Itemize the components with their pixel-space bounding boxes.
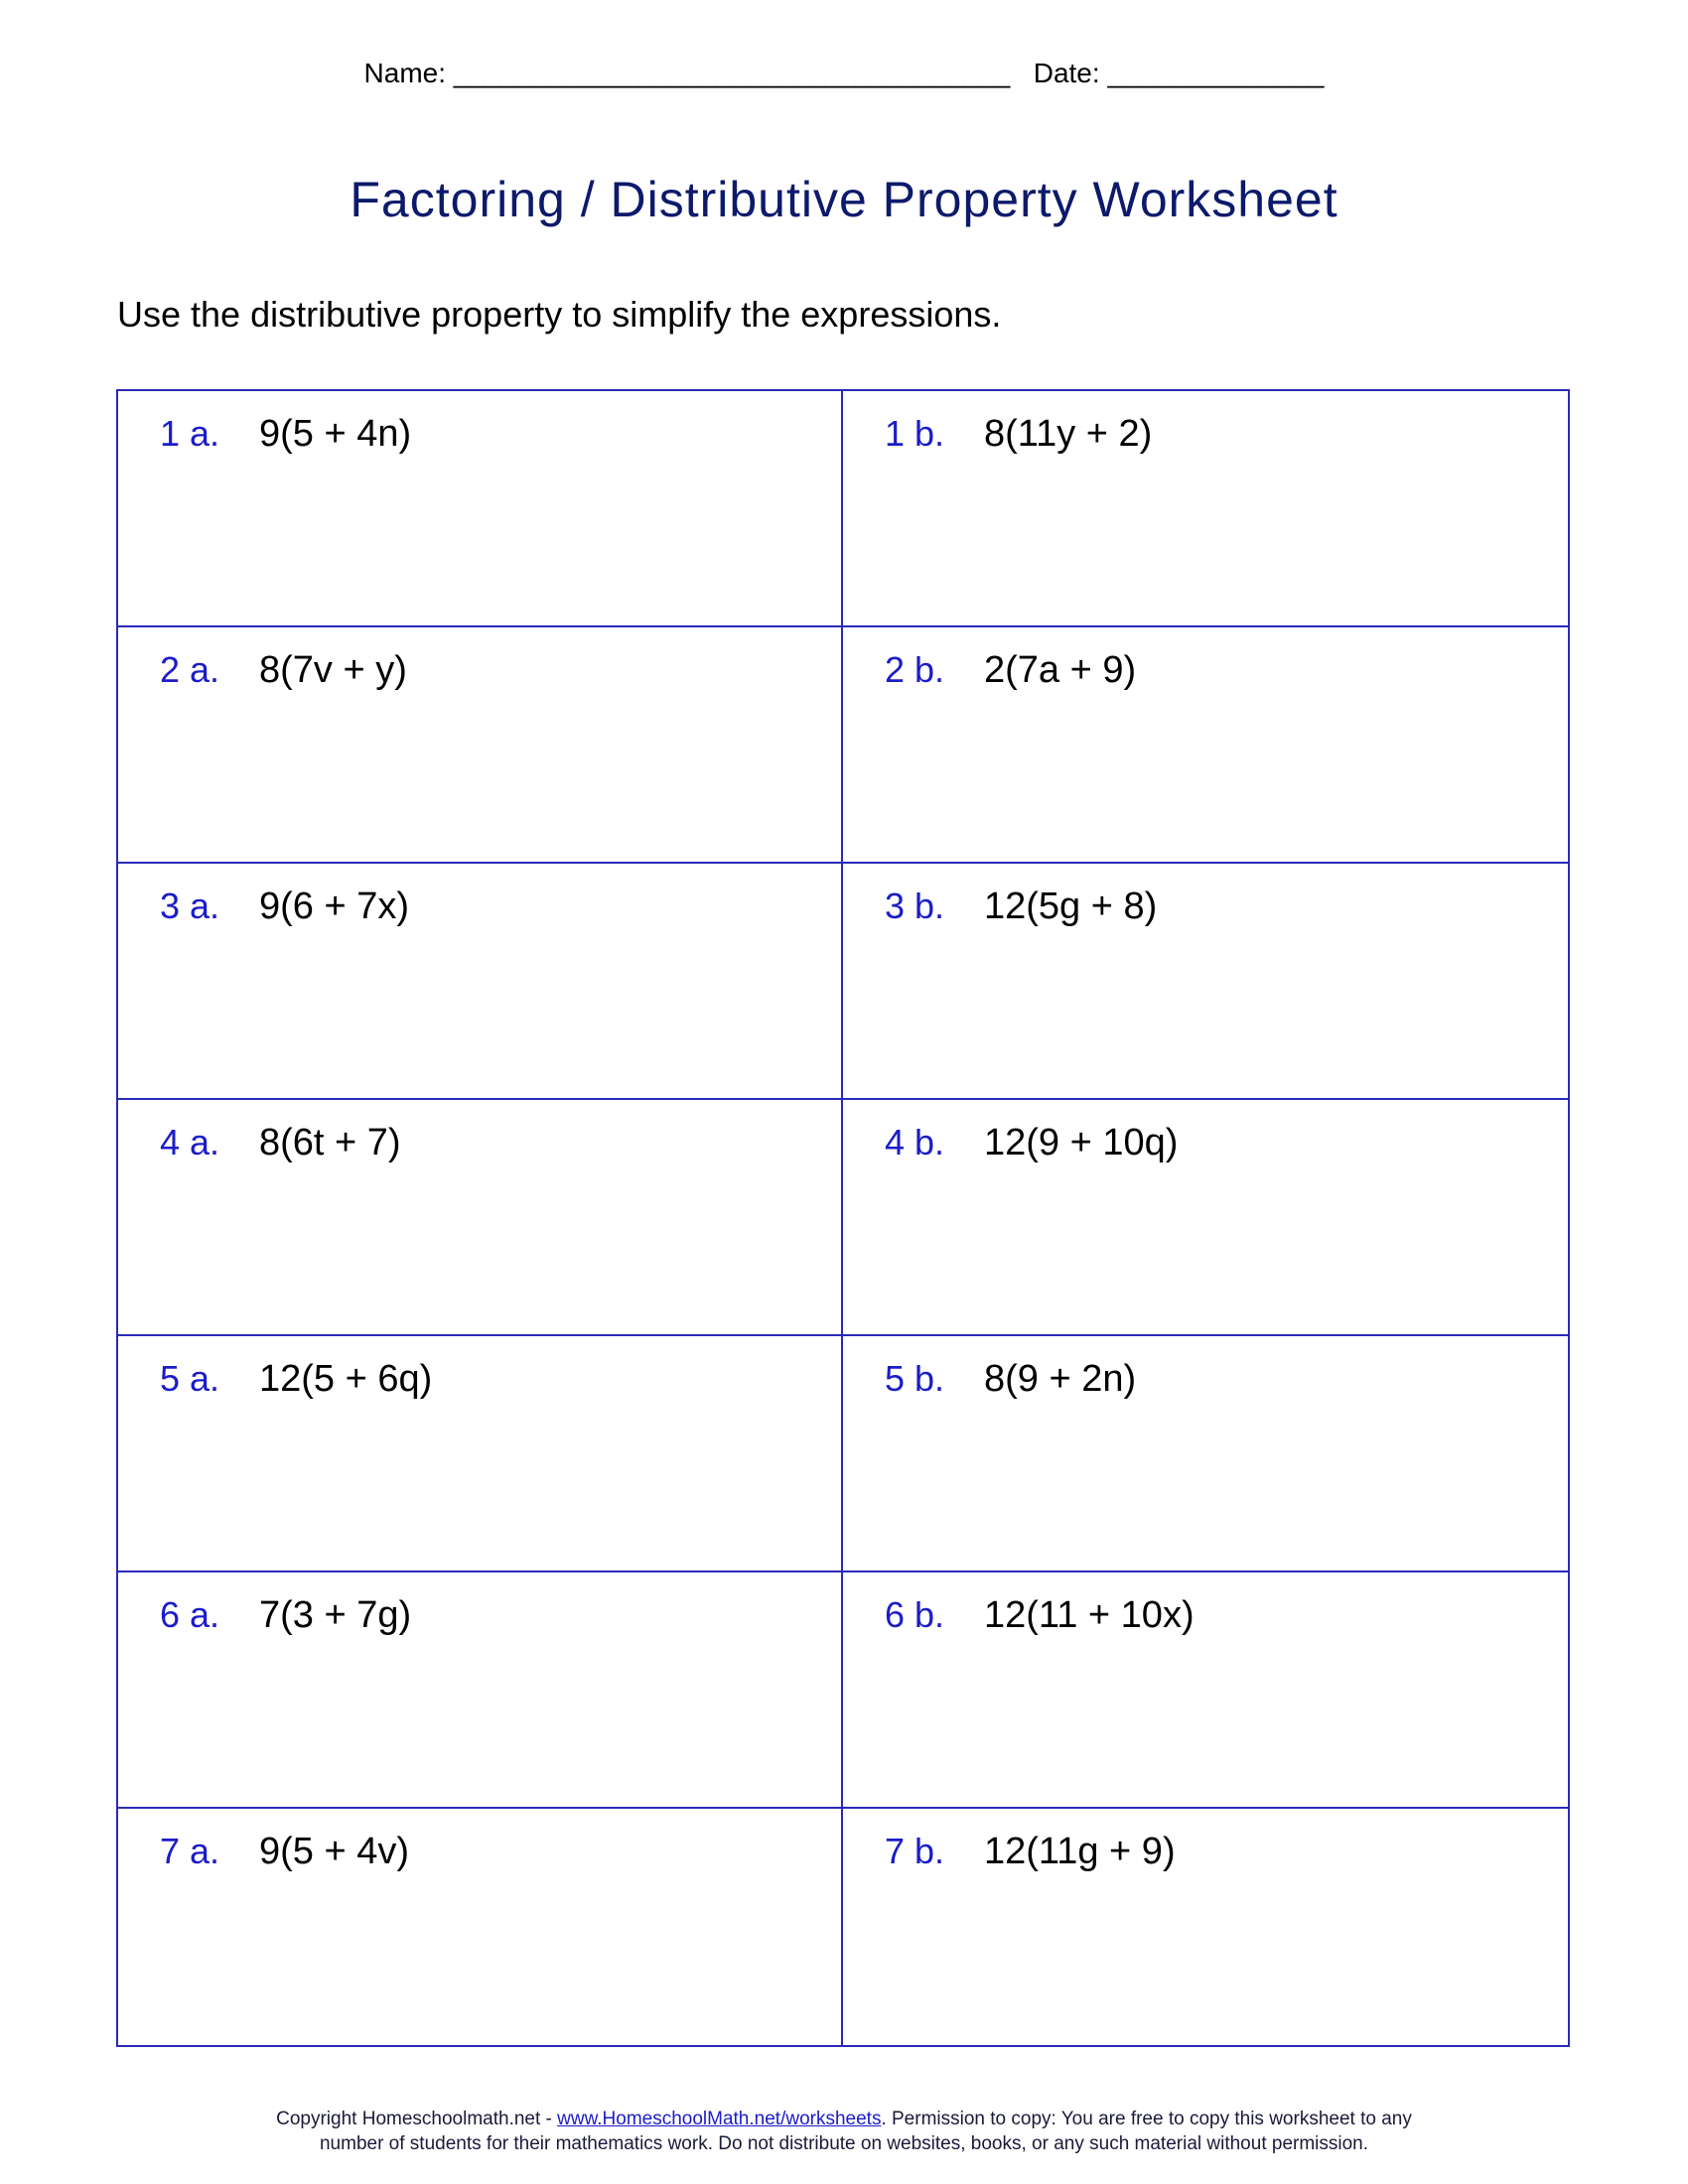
problem-cell-1b[interactable] bbox=[843, 391, 1568, 627]
problem-cell-3b[interactable] bbox=[843, 864, 1568, 1100]
name-date-line bbox=[0, 58, 1688, 89]
problem-label: 4 b. bbox=[885, 1122, 945, 1162]
problem-expression: 2(7a + 9) bbox=[984, 649, 1137, 691]
problem-cell-4a[interactable] bbox=[118, 1100, 843, 1336]
problem-cell-6a[interactable] bbox=[118, 1572, 843, 1809]
problem-cell-7a[interactable] bbox=[118, 1809, 843, 2045]
footer-line-1 bbox=[0, 2107, 1688, 2131]
problem-expression: 12(5 + 6q) bbox=[259, 1358, 433, 1400]
date-blank[interactable]: ______________ bbox=[1107, 58, 1325, 88]
problem-label: 5 a. bbox=[160, 1358, 220, 1399]
problem-expression: 12(9 + 10q) bbox=[984, 1122, 1179, 1163]
name-label: Name: bbox=[363, 58, 446, 88]
problem-expression: 9(6 + 7x) bbox=[259, 886, 410, 927]
problem-expression: 8(11y + 2) bbox=[984, 413, 1153, 455]
problem-cell-2b[interactable] bbox=[843, 627, 1568, 864]
date-label: Date: bbox=[1033, 58, 1100, 88]
problem-label: 2 a. bbox=[160, 649, 220, 690]
problem-grid bbox=[116, 389, 1570, 2047]
problem-expression: 9(5 + 4n) bbox=[259, 413, 412, 455]
problem-cell-7b[interactable] bbox=[843, 1809, 1568, 2045]
instructions: Use the distributive property to simplify the expressions. bbox=[117, 294, 1002, 335]
problem-cell-3a[interactable] bbox=[118, 864, 843, 1100]
worksheet-title: Factoring / Distributive Property Worksheet bbox=[350, 172, 1338, 227]
problem-cell-4b[interactable] bbox=[843, 1100, 1568, 1336]
worksheets-link[interactable]: www.HomeschoolMath.net/worksheets bbox=[557, 2109, 882, 2129]
problem-label: 3 a. bbox=[160, 886, 220, 926]
copyright-footer bbox=[0, 2107, 1688, 2156]
problem-label: 4 a. bbox=[160, 1122, 220, 1162]
problem-expression: 12(11g + 9) bbox=[984, 1831, 1176, 1872]
problem-label: 3 b. bbox=[885, 886, 945, 926]
problem-label: 1 a. bbox=[160, 413, 220, 454]
footer-prefix: Copyright Homeschoolmath.net - bbox=[276, 2109, 558, 2129]
problem-expression: 12(5g + 8) bbox=[984, 886, 1158, 927]
problem-label: 7 b. bbox=[885, 1831, 945, 1871]
problem-expression: 9(5 + 4v) bbox=[259, 1831, 410, 1872]
footer-line-2: number of students for their mathematics work. Do not distribute on websites, books, or any such material without permission. bbox=[319, 2133, 1369, 2154]
problem-label: 6 b. bbox=[885, 1594, 945, 1635]
name-blank[interactable]: ____________________________________ bbox=[453, 58, 1011, 88]
problem-expression: 7(3 + 7g) bbox=[259, 1594, 412, 1636]
problem-label: 1 b. bbox=[885, 413, 945, 454]
problem-expression: 8(7v + y) bbox=[259, 649, 407, 691]
footer-suffix: . Permission to copy: You are free to copy this worksheet to any bbox=[881, 2109, 1412, 2129]
problem-cell-6b[interactable] bbox=[843, 1572, 1568, 1809]
problem-cell-5b[interactable] bbox=[843, 1336, 1568, 1572]
problem-label: 2 b. bbox=[885, 649, 945, 690]
problem-label: 7 a. bbox=[160, 1831, 220, 1871]
problem-label: 5 b. bbox=[885, 1358, 945, 1399]
problem-cell-1a[interactable] bbox=[118, 391, 843, 627]
problem-expression: 8(6t + 7) bbox=[259, 1122, 401, 1163]
problem-expression: 8(9 + 2n) bbox=[984, 1358, 1137, 1400]
problem-expression: 12(11 + 10x) bbox=[984, 1594, 1195, 1636]
problem-cell-5a[interactable] bbox=[118, 1336, 843, 1572]
problem-cell-2a[interactable] bbox=[118, 627, 843, 864]
problem-label: 6 a. bbox=[160, 1594, 220, 1635]
